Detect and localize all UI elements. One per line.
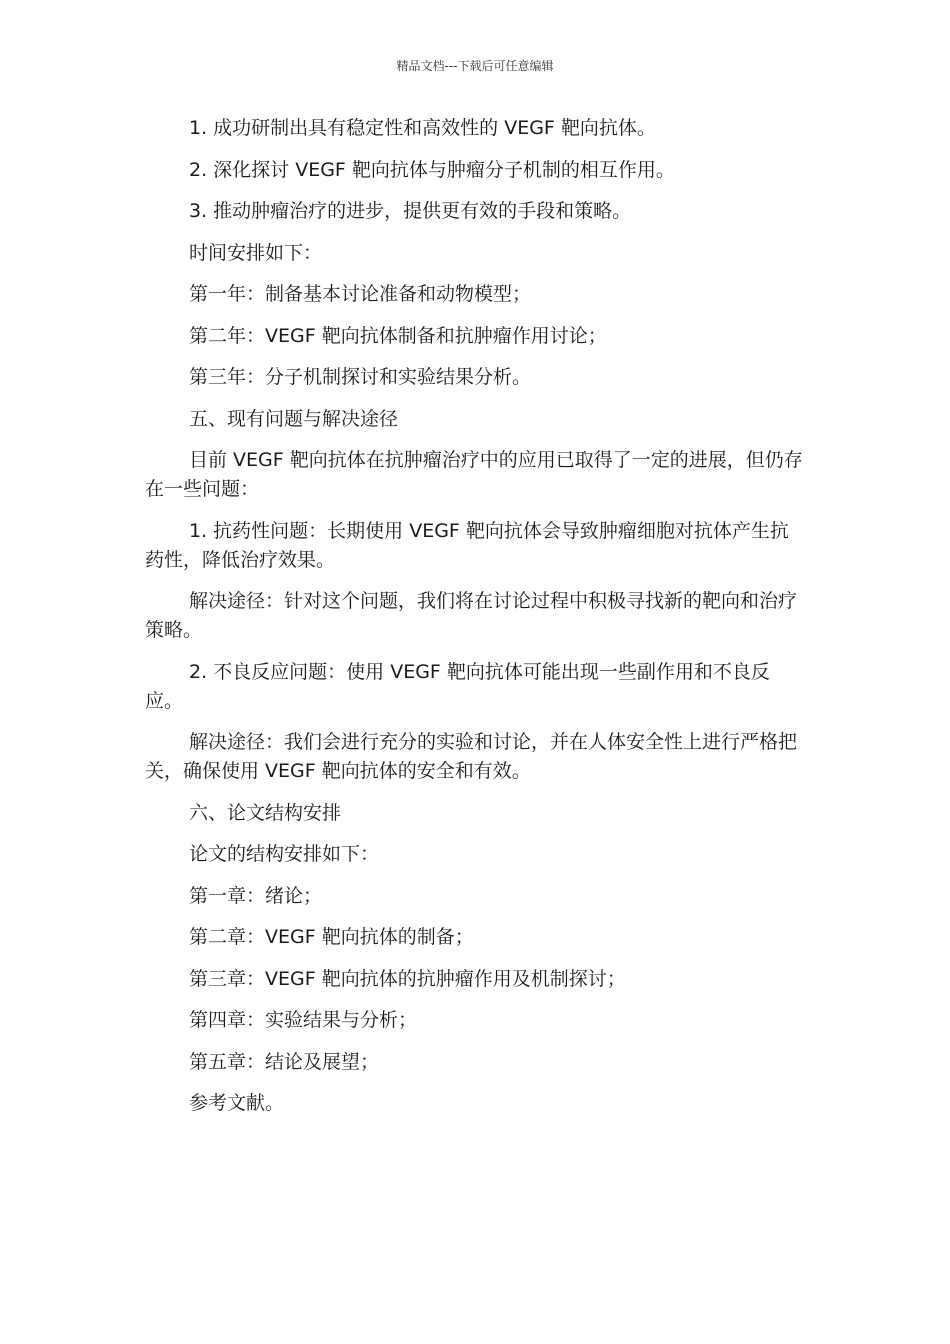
document-body	[145, 114, 805, 1131]
chapter-4: 第四章：实验结果与分析；	[189, 1009, 418, 1031]
problem-1: 1. 抗药性问题：长期使用 VEGF 靶向抗体会导致肿瘤细胞对抗体产生抗药性，降低治疗效果。	[145, 519, 789, 571]
solution-1: 解决途径：针对这个问题，我们将在讨论过程中积极寻找新的靶向和治疗策略。	[145, 590, 798, 641]
page-header: 精品文档---下载后可任意编辑	[396, 59, 554, 73]
objective-1: 1. 成功研制出具有稳定性和高效性的 VEGF 靶向抗体。	[189, 117, 656, 139]
section-heading-6: 六、论文结构安排	[189, 801, 342, 824]
chapter-3: 第三章：VEGF 靶向抗体的抗肿瘤作用及机制探讨；	[189, 967, 626, 990]
structure-intro: 论文的结构安排如下：	[189, 843, 380, 865]
chapter-2: 第二章：VEGF 靶向抗体的制备；	[189, 926, 474, 948]
solution-2: 解决途径：我们会进行充分的实验和讨论，并在人体安全性上进行严格把关，确保使用 VEGF 靶向抗体的安全和有效。	[145, 731, 798, 782]
schedule-year-3: 第三年：分子机制探讨和实验结果分析。	[189, 366, 532, 388]
schedule-year-2: 第二年：VEGF 靶向抗体制备和抗肿瘤作用讨论；	[189, 324, 607, 347]
problems-intro: 目前 VEGF 靶向抗体在抗肿瘤治疗中的应用已取得了一定的进展，但仍存在一些问题：	[145, 449, 803, 500]
objective-2: 2. 深化探讨 VEGF 靶向抗体与肿瘤分子机制的相互作用。	[189, 158, 675, 181]
chapter-5: 第五章：结论及展望；	[189, 1050, 380, 1073]
problem-2: 2. 不良反应问题：使用 VEGF 靶向抗体可能出现一些副作用和不良反应。	[145, 660, 770, 712]
schedule-intro: 时间安排如下：	[189, 241, 323, 264]
chapter-1: 第一章：绪论；	[189, 884, 323, 907]
references: 参考文献。	[189, 1092, 285, 1114]
section-heading-5: 五、现有问题与解决途径	[189, 407, 399, 430]
schedule-year-1: 第一年：制备基本讨论准备和动物模型；	[189, 283, 532, 305]
objective-3: 3. 推动肿瘤治疗的进步，提供更有效的手段和策略。	[189, 200, 632, 222]
